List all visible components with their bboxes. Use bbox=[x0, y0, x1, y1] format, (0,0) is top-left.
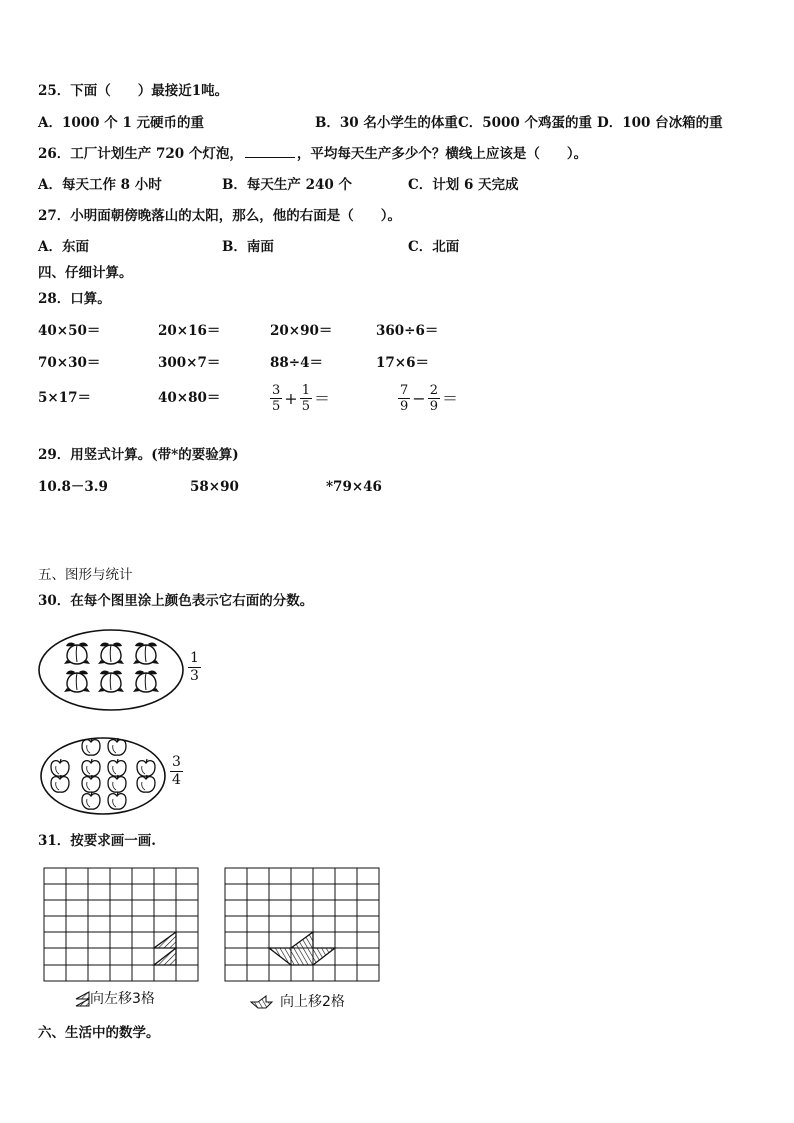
target-fraction-1 bbox=[188, 650, 201, 685]
apple-icon bbox=[108, 738, 126, 755]
denominator: 4 bbox=[172, 772, 181, 788]
equals-sign: ＝ bbox=[313, 388, 330, 408]
peach-icon bbox=[64, 671, 90, 692]
numerator: 3 bbox=[272, 383, 281, 398]
fraction-calc-item bbox=[398, 378, 460, 419]
fraction bbox=[188, 650, 201, 685]
vertical-calc-item: 10.8－3.9 bbox=[38, 479, 108, 495]
section-6-heading: 六、生活中的数学。 bbox=[38, 1025, 160, 1041]
q26-stem bbox=[38, 145, 587, 163]
vertical-calc-item: 58×90 bbox=[190, 479, 239, 495]
mental-calc-item: 88÷4＝ bbox=[270, 355, 323, 371]
oval-figure-peaches bbox=[36, 628, 186, 713]
equals-sign: ＝ bbox=[441, 388, 458, 408]
q29-stem: 29．用竖式计算。(带*的要验算) bbox=[38, 447, 239, 463]
answer-blank bbox=[245, 145, 295, 158]
numerator: 7 bbox=[400, 383, 409, 398]
q26-option-c: C．计划 6 天完成 bbox=[408, 177, 519, 193]
operator: − bbox=[412, 388, 426, 408]
fraction-calc-item bbox=[270, 378, 332, 419]
section-5-heading: 五、图形与统计 bbox=[38, 567, 133, 583]
apple-icon bbox=[82, 775, 100, 792]
numerator: 2 bbox=[429, 383, 438, 398]
numerator: 1 bbox=[301, 383, 310, 398]
denominator: 9 bbox=[429, 399, 438, 414]
mental-calc-item: 70×30＝ bbox=[38, 355, 101, 371]
numerator: 1 bbox=[190, 650, 199, 666]
denominator: 5 bbox=[272, 399, 281, 414]
peach-icon bbox=[133, 671, 159, 692]
caption-text: 向左移3格 bbox=[90, 991, 155, 1007]
shape-to-move bbox=[269, 932, 335, 965]
q30-stem: 30．在每个图里涂上颜色表示它右面的分数。 bbox=[38, 593, 314, 609]
fraction bbox=[270, 383, 282, 414]
mental-calc-item: 40×50＝ bbox=[38, 323, 101, 339]
q26-option-a: A．每天工作 8 小时 bbox=[38, 177, 162, 193]
fraction bbox=[398, 383, 410, 414]
vertical-calc-item: *79×46 bbox=[326, 479, 382, 495]
hatched-shape-icon bbox=[72, 991, 90, 1007]
denominator: 9 bbox=[400, 399, 409, 414]
apple-icon bbox=[51, 759, 69, 776]
mental-calc-item: 5×17＝ bbox=[38, 390, 91, 406]
apple-icon bbox=[108, 759, 126, 776]
mental-calc-item: 20×16＝ bbox=[158, 323, 221, 339]
q26-stem-after: ，平均每天生产多少个？横线上应该是（ ）。 bbox=[296, 146, 588, 162]
caption-text: 向上移2格 bbox=[280, 994, 345, 1010]
apple-icon bbox=[137, 775, 155, 792]
mental-calc-item: 40×80＝ bbox=[158, 390, 221, 406]
apple-icon bbox=[108, 775, 126, 792]
shape-to-move bbox=[154, 932, 176, 948]
peach-icon bbox=[98, 643, 124, 664]
q27-option-c: C．北面 bbox=[408, 239, 460, 255]
mental-calc-item: 17×6＝ bbox=[376, 355, 429, 371]
q25-option-a: A．1000 个 1 元硬币的重 bbox=[38, 115, 205, 131]
q27-option-a: A．东面 bbox=[38, 239, 89, 255]
grid-left bbox=[42, 866, 202, 984]
fraction bbox=[428, 383, 440, 414]
oval-figure-apples bbox=[38, 734, 168, 818]
denominator: 3 bbox=[190, 668, 199, 684]
peach-icon bbox=[98, 671, 124, 692]
operator: + bbox=[284, 388, 298, 408]
q28-stem: 28．口算。 bbox=[38, 291, 111, 307]
mental-calc-item: 20×90＝ bbox=[270, 323, 333, 339]
q25-option-b: B．30 名小学生的体重 bbox=[315, 115, 458, 131]
apple-icon bbox=[51, 775, 69, 792]
shape-to-move bbox=[154, 948, 176, 965]
denominator: 5 bbox=[301, 399, 310, 414]
apple-icon bbox=[108, 792, 126, 809]
q26-option-b: B．每天生产 240 个 bbox=[222, 177, 352, 193]
apple-icon bbox=[82, 792, 100, 809]
q27-option-b: B．南面 bbox=[222, 239, 274, 255]
q25-stem: 25．下面（ ）最接近1吨。 bbox=[38, 83, 229, 99]
numerator: 3 bbox=[172, 754, 181, 770]
mental-calc-item: 300×7＝ bbox=[158, 355, 221, 371]
q25-option-d: D．100 台冰箱的重 bbox=[597, 115, 723, 131]
q27-stem: 27．小明面朝傍晚落山的太阳，那么，他的右面是（ ）。 bbox=[38, 208, 402, 224]
caption-left bbox=[72, 990, 155, 1008]
target-fraction-2 bbox=[170, 754, 183, 789]
peach-icon bbox=[64, 643, 90, 664]
caption-right bbox=[250, 993, 345, 1011]
grid-right bbox=[223, 866, 383, 984]
hatched-boat-icon bbox=[250, 995, 280, 1009]
apple-icon bbox=[137, 759, 155, 776]
q25-option-c: C．5000 个鸡蛋的重 bbox=[458, 115, 593, 131]
peach-icon bbox=[133, 643, 159, 664]
section-4-heading: 四、仔细计算。 bbox=[38, 265, 133, 281]
fraction bbox=[300, 383, 312, 414]
apple-icon bbox=[82, 738, 100, 755]
apple-icon bbox=[82, 759, 100, 776]
q31-stem: 31．按要求画一画. bbox=[38, 833, 156, 849]
fraction bbox=[170, 754, 183, 789]
mental-calc-item: 360÷6＝ bbox=[376, 323, 439, 339]
q26-stem-before: 26．工厂计划生产 720 个灯泡， bbox=[38, 146, 243, 162]
